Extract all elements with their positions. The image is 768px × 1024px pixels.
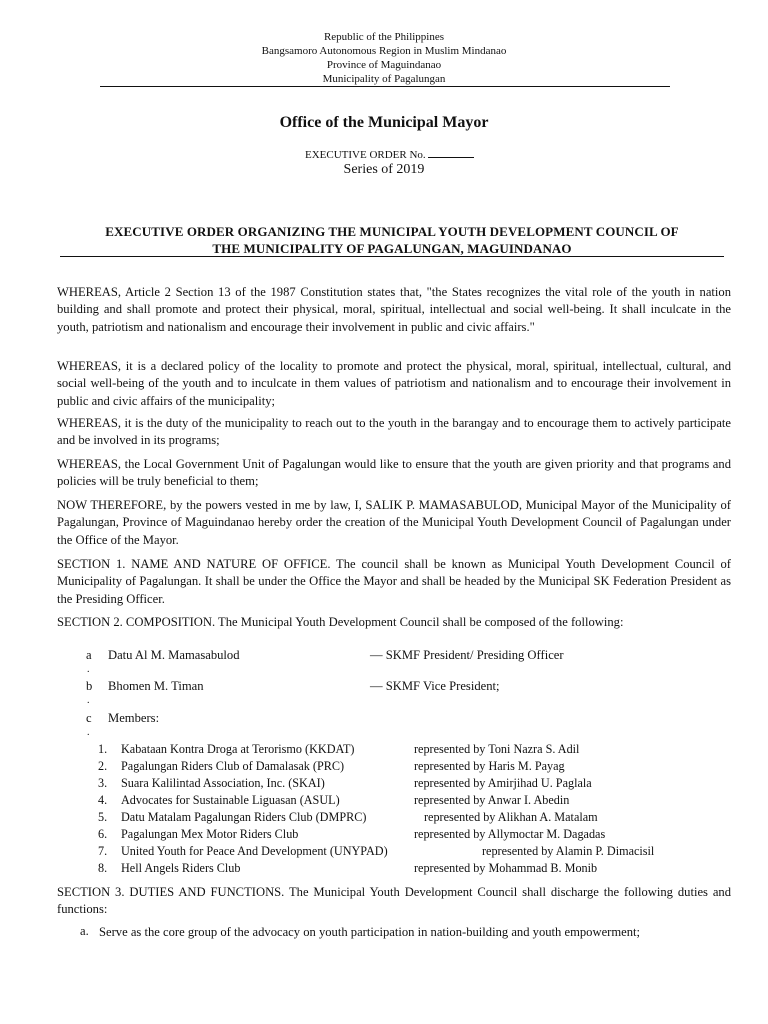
header-divider <box>100 86 670 87</box>
member-representative: represented by Alamin P. Dimacisil <box>482 844 655 858</box>
composition-role-b: — SKMF Vice President; <box>370 679 500 693</box>
list-dot: . <box>87 695 90 706</box>
whereas-paragraph-2: WHEREAS, it is a declared policy of the locality to promote and protect the physical, moral, spiritual, intellectual, cultural, and social well-being of the youth and to inculcate in them values of patriotism and nationalism and to encourage their involvement in public and civic affairs of the municipality; <box>57 359 731 408</box>
member-organization: Advocates for Sustainable Liguasan (ASUL) <box>121 793 340 807</box>
eo-number-blank <box>428 148 474 158</box>
member-organization: Pagalungan Riders Club of Damalasak (PRC) <box>121 759 345 773</box>
member-number: 8. <box>98 861 108 875</box>
member-organization: Hell Angels Riders Club <box>121 861 241 875</box>
member-representative: represented by Mohammad B. Monib <box>414 861 598 875</box>
header-republic: Republic of the Philippines <box>323 31 445 43</box>
member-number: 4. <box>98 793 108 807</box>
member-organization: Datu Matalam Pagalungan Riders Club (DMPRC) <box>121 810 367 824</box>
whereas-paragraph-3: WHEREAS, it is the duty of the municipality to reach out to the youth in the barangay and to encourage them to actively participate and be involved in its programs; <box>57 416 731 448</box>
header-region: Bangsamoro Autonomous Region in Muslim Mindanao <box>261 45 507 57</box>
whereas-paragraph-1: WHEREAS, Article 2 Section 13 of the 1987 Constitution states that, "the States recognizes the vital role of the youth in nation building and shall promote and protect their physical, moral, spiritual, intellectual and social well-being. It shall inculcate in the youth, patriotism and nationalism and encourage their involvement in public and civic affairs." <box>57 285 731 334</box>
section-2-paragraph: SECTION 2. COMPOSITION. The Municipal Youth Development Council shall be composed of the following: <box>57 615 624 629</box>
header-municipality: Municipality of Pagalungan <box>322 73 446 85</box>
duty-letter: a. <box>80 924 89 938</box>
title-underline <box>60 256 724 257</box>
section-3-paragraph: SECTION 3. DUTIES AND FUNCTIONS. The Municipal Youth Development Council shall discharge the following duties and functions: <box>57 885 731 917</box>
composition-members-label: Members: <box>108 711 160 725</box>
composition-letter-b: b <box>86 679 93 693</box>
now-therefore-paragraph: NOW THEREFORE, by the powers vested in me by law, I, SALIK P. MAMASABULOD, Municipal Mayor of the Municipality of Pagalungan, Province of Maguindanao hereby order the creation of the Municipal Youth Development Council of Pagalungan under the Office of the Mayor. <box>57 498 731 547</box>
section-1-paragraph: SECTION 1. NAME AND NATURE OF OFFICE. The council shall be known as Municipal Youth Development Council of Municipality of Pagalungan. It shall be under the Office the Mayor and shall be headed by the Municipal SK Federation President as the Presiding Officer. <box>57 557 731 606</box>
member-number: 6. <box>98 827 108 841</box>
duty-item: Serve as the core group of the advocacy on youth participation in nation-building and youth empowerment; <box>99 925 641 939</box>
eo-number-label: EXECUTIVE ORDER No. <box>305 149 426 161</box>
member-representative: represented by Amirjihad U. Paglala <box>414 776 592 790</box>
member-representative: represented by Toni Nazra S. Adil <box>414 742 580 756</box>
member-representative: represented by Anwar I. Abedin <box>414 793 570 807</box>
composition-letter-c: c <box>86 711 92 725</box>
member-number: 3. <box>98 776 108 790</box>
document-title <box>60 223 724 257</box>
composition-name-a: Datu Al M. Mamasabulod <box>108 648 240 662</box>
title-line-2: THE MUNICIPALITY OF PAGALUNGAN, MAGUINDANAO <box>212 241 572 256</box>
member-organization: Pagalungan Mex Motor Riders Club <box>121 827 299 841</box>
member-number: 5. <box>98 810 108 824</box>
list-dot: . <box>87 727 90 738</box>
member-organization: United Youth for Peace And Development (UNYPAD) <box>121 844 388 858</box>
title-line-1: EXECUTIVE ORDER ORGANIZING THE MUNICIPAL YOUTH DEVELOPMENT COUNCIL OF <box>105 224 679 239</box>
member-number: 1. <box>98 742 108 756</box>
composition-letter-a: a <box>86 648 92 662</box>
list-dot: . <box>87 664 90 675</box>
composition-name-b: Bhomen M. Timan <box>108 679 204 693</box>
series-year: Series of 2019 <box>343 162 425 177</box>
member-number: 2. <box>98 759 108 773</box>
member-organization: Suara Kalilintad Association, Inc. (SKAI) <box>121 776 325 790</box>
member-representative: represented by Haris M. Payag <box>414 759 565 773</box>
member-representative: represented by Alikhan A. Matalam <box>424 810 598 824</box>
office-title: Office of the Municipal Mayor <box>279 114 489 131</box>
member-organization: Kabataan Kontra Droga at Terorismo (KKDAT) <box>121 742 355 756</box>
whereas-paragraph-4: WHEREAS, the Local Government Unit of Pagalungan would like to ensure that the youth are given priority and that programs and policies will be truly beneficial to them; <box>57 457 731 489</box>
header-province: Province of Maguindanao <box>326 59 442 71</box>
member-representative: represented by Allymoctar M. Dagadas <box>414 827 606 841</box>
composition-role-a: — SKMF President/ Presiding Officer <box>370 648 564 662</box>
member-number: 7. <box>98 844 108 858</box>
executive-order-number <box>305 148 474 161</box>
